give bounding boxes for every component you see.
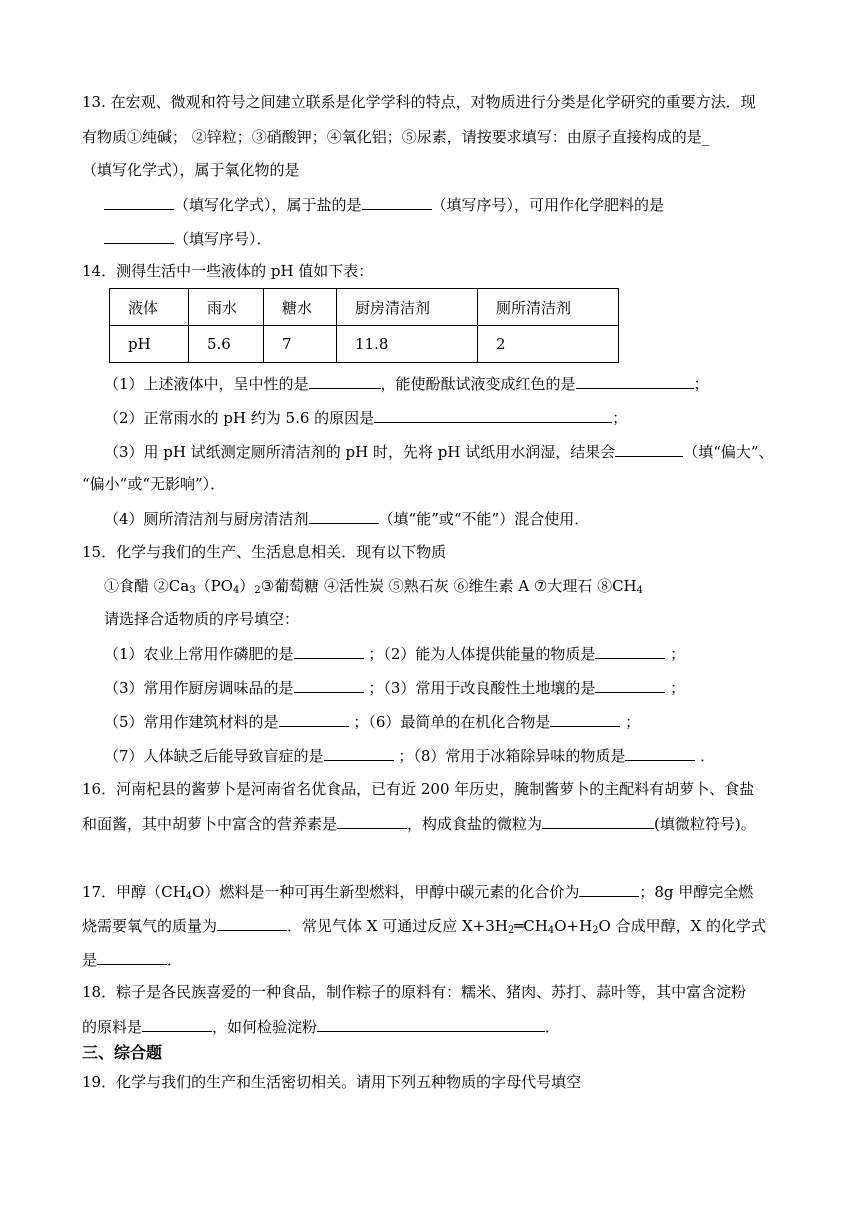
q14-part-3-cont: “偏小”或“无影响”）． [82,475,226,493]
q15-items: ①食醋 $②Ca_3(PO_4)_2③$葡萄糖 ④活性炭 ⑤熟石灰 ⑥维生素 A ⑦大理石 $⑧CH_4$ [104,577,644,596]
q16-line-2: 和面酱，其中胡萝卜中富含的营养素是 ，构成食盐的微粒为 (填微粒符号)。 [82,815,756,833]
q15-row-2: （3）常用作厨房调味品的是 ；（3）常用于改良酸性土地壤的是 ； [104,679,686,697]
q14-part-3: （3）用 pH 试纸测定厕所清洁剂的 pH 时，先将 pH 试纸用水润湿，结果会 （填“偏大”、 [104,443,774,461]
answer-blank[interactable] [279,711,349,727]
answer-blank[interactable] [579,881,639,897]
answer-blank[interactable] [576,373,694,389]
q16-line-1: 16．河南杞县的酱萝卜是河南省名优食品，已有近 200 年历史，腌制酱萝卜的主配料有胡萝卜、食盐 [82,780,755,798]
table-header-cell: 液体 [110,289,189,326]
q15-row-1: （1）农业上常用作磷肥的是 ；（2）能为人体提供能量的物质是 ； [104,645,686,663]
table-row [110,326,619,363]
table-header-cell: 雨水 [189,289,264,326]
table-cell: 5.6 [189,326,264,363]
table-cell: 7 [264,326,337,363]
table-cell: 2 [478,326,619,363]
answer-blank[interactable] [309,508,379,524]
q17-line-1: 17．甲醇$(CH_4O)$燃料是一种可再生新型燃料，甲醇中碳元素的化合价为 ；8g 甲醇完全燃 [82,883,754,902]
answer-blank[interactable] [542,813,654,829]
answer-blank[interactable] [374,407,612,423]
q15-row-4: （7）人体缺乏后能导致盲症的是 ；（8）常用于冰箱除异味的物质是 ． [104,747,716,765]
answer-blank[interactable] [595,643,665,659]
q14-part-2: （2）正常雨水的 pH 约为 5.6 的原因是 ； [104,409,628,427]
answer-blank[interactable] [615,441,683,457]
q15-row-3: （5）常用作建筑材料的是 ；（6）最简单的在机化合物是 ； [104,713,641,731]
answer-blank[interactable] [317,1016,545,1032]
answer-blank[interactable] [104,194,174,210]
table-cell: pH [110,326,189,363]
q17-line-3: 是 ． [82,951,183,969]
q17-line-2: 烧需要氧气的质量为 ．常见气体 X 可通过反应 $X+3H_2═CH_4O+H_2O$ 合成甲醇，X 的化学式 [82,917,767,936]
answer-blank[interactable] [294,643,364,659]
answer-blank[interactable] [97,949,167,965]
answer-blank[interactable] [217,915,287,931]
ph-table [109,288,619,363]
q13-line-4: （填写化学式），属于盐的是 （填写序号），可用作化学肥料的是 [104,194,664,214]
table-header-cell: 厨房清洁剂 [337,289,478,326]
table-header-cell: 糖水 [264,289,337,326]
q19-line-1: 19．化学与我们的生产和生活密切相关。请用下列五种物质的字母代号填空 [82,1073,582,1091]
q15-prompt: 请选择合适物质的序号填空： [104,610,300,628]
section-heading: 三、综合题 [82,1043,163,1062]
table-cell: 11.8 [337,326,478,363]
q14-intro: 14．测得生活中一些液体的 pH 值如下表： [82,262,374,280]
answer-blank[interactable] [324,745,394,761]
q13-line-3: （填写化学式），属于氧化物的是 [82,161,300,179]
answer-blank[interactable] [625,745,695,761]
q13-line-2: 有物质①纯碱； ②锌粒；③硝酸钾；④氧化铝；⑤尿素，请按要求填写：由原子直接构成的是_ [82,128,710,146]
answer-blank[interactable] [595,677,665,693]
q18-line-2: 的原料是 ，如何检验淀粉 ． [82,1018,561,1036]
table-row [110,289,619,326]
answer-blank[interactable] [309,373,381,389]
answer-blank[interactable] [550,711,620,727]
q15-intro: 15．化学与我们的生产、生活息息相关．现有以下物质 [82,543,447,561]
q18-line-1: 18．粽子是各民族喜爱的一种食品，制作粽子的原料有：糯米、猪肉、苏打、蒜叶等，其中富含淀粉 [82,983,747,1001]
answer-blank[interactable] [104,228,174,244]
q13-line-1: 13. 在宏观、微观和符号之间建立联系是化学学科的特点，对物质进行分类是化学研究的重要方法．现 [82,93,756,111]
answer-blank[interactable] [362,194,432,210]
answer-blank[interactable] [337,813,407,829]
answer-blank[interactable] [142,1016,212,1032]
table-header-cell: 厕所清洁剂 [478,289,619,326]
q14-part-1: （1）上述液体中，呈中性的是 ，能使酚酞试液变成红色的是 ； [104,375,709,393]
answer-blank[interactable] [294,677,364,693]
q13-line-5: （填写序号）． [104,228,272,248]
q14-part-4: （4）厕所清洁剂与厨房清洁剂 （填“能”或“不能”）混合使用． [104,510,590,528]
